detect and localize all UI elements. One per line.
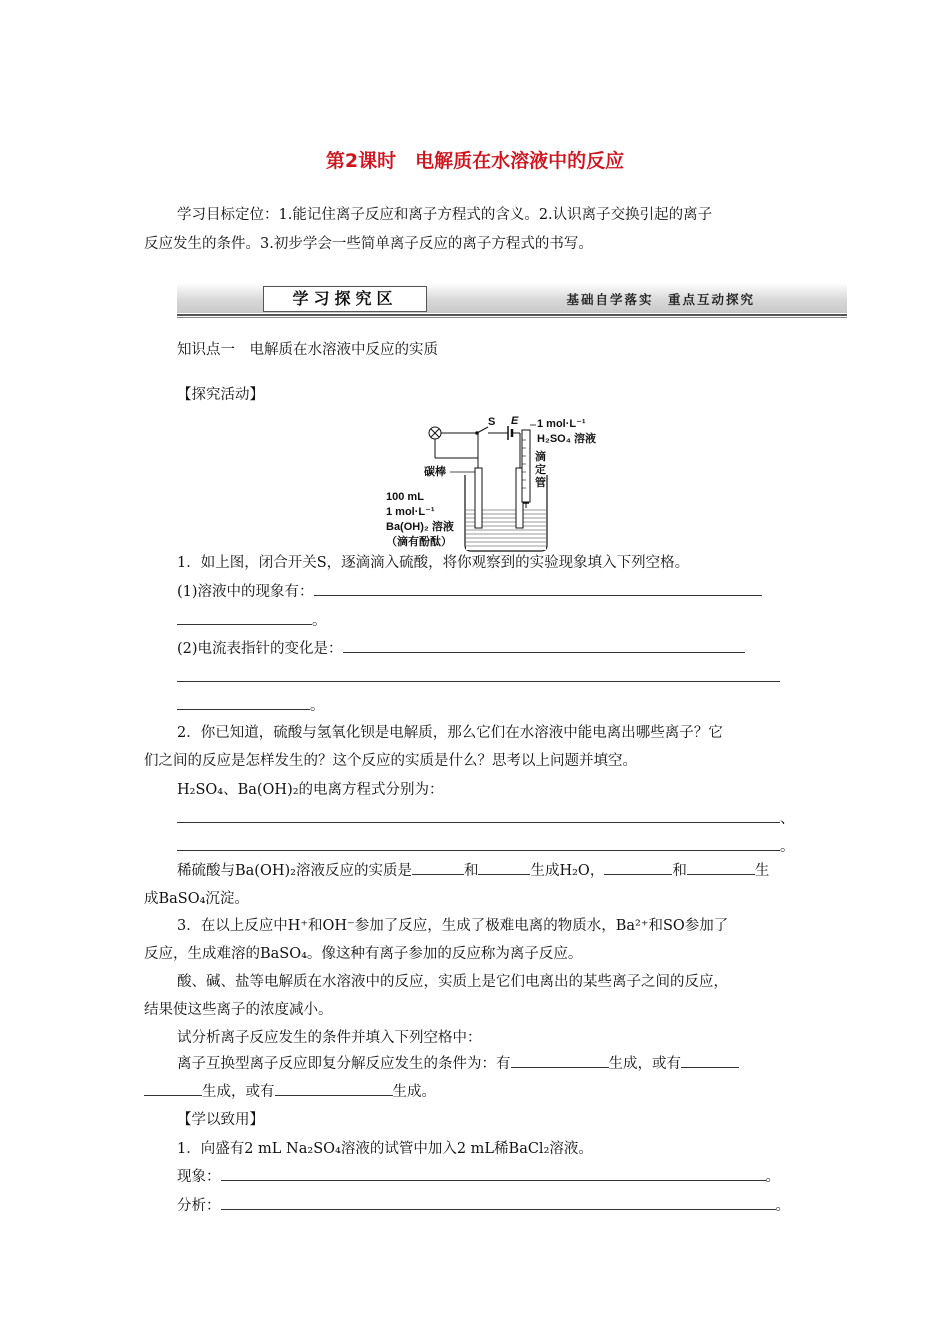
essence-blank-2[interactable] <box>478 860 530 875</box>
q2-essence-row-2: 成BaSO₄沉淀。 <box>144 891 249 907</box>
q1a-row-2: 。 <box>177 607 327 636</box>
q2-equation-row-2: 。 <box>177 833 795 862</box>
q2-line-1: 2．你已知道，硫酸与氢氧化钡是电解质，那么它们在水溶液中能电离出哪些离子？它 <box>177 725 723 741</box>
apply-item-1: 1．向盛有2 mL Na₂SO₄溶液的试管中加入2 mL稀BaCl₂溶液。 <box>177 1141 593 1157</box>
essence-blank-3[interactable] <box>604 860 672 875</box>
q2-equation-row-1: 、 <box>177 805 795 834</box>
q3-line-1: 3．在以上反应中H⁺和OH⁻参加了反应，生成了极难电离的物质水，Ba²⁺和SO参加了 <box>177 918 729 934</box>
burette-label-1: 滴 <box>535 451 546 463</box>
analysis-blank[interactable] <box>221 1195 776 1210</box>
burette-label-2: 定 <box>535 464 546 476</box>
analysis-row: 分析： 。 <box>177 1192 790 1221</box>
q1b-label: (2)电流表指针的变化是： <box>177 641 343 657</box>
electrolysis-apparatus-diagram <box>380 413 620 555</box>
q1b-blank-1[interactable] <box>343 638 745 653</box>
base-name: Ba(OH)₂ 溶液 <box>386 521 454 533</box>
apply-heading: 【学以致用】 <box>177 1112 264 1128</box>
condition-blank-2b[interactable] <box>144 1081 202 1096</box>
h2so4-ionization-blank[interactable] <box>177 808 780 823</box>
carbon-rod-left <box>475 468 482 528</box>
section-banner <box>177 283 847 319</box>
solution-volume: 100 mL <box>386 491 424 503</box>
q1a-label: (1)溶液中的现象有： <box>177 584 314 600</box>
baoh2-ionization-blank[interactable] <box>177 836 780 851</box>
condition-blank-3[interactable] <box>275 1081 393 1096</box>
activity-heading: 【探究活动】 <box>177 387 264 403</box>
essence-blank-1[interactable] <box>412 860 464 875</box>
acid-concentration: 1 mol·L⁻¹ <box>537 418 586 430</box>
battery-label: E <box>511 415 519 427</box>
q3-condition-row: 离子互换型离子反应即复分解反应发生的条件为：有 生成，或有 <box>177 1050 739 1079</box>
banner-subtitle: 基础自学落实 重点互动探究 <box>566 292 755 307</box>
burette-icon <box>522 430 530 502</box>
q1a-blank-1[interactable] <box>314 581 762 596</box>
divider <box>177 314 847 316</box>
burette-label-3: 管 <box>535 477 546 489</box>
q1b-row <box>177 635 745 664</box>
q1b-blank-3[interactable] <box>177 695 310 710</box>
q1b-blank-2[interactable] <box>177 667 780 682</box>
q3-line-2: 反应，生成难溶的BaSO₄。像这种有离子参加的反应称为离子反应。 <box>144 946 583 962</box>
objectives-line-1: 学习目标定位：1.能记住离子反应和离子方程式的含义。2.认识离子交换引起的离子 <box>177 207 713 223</box>
q2-line-2: 们之间的反应是怎样发生的？这个反应的实质是什么？思考以上问题并填空。 <box>144 753 637 769</box>
banner-title: 学习探究区 <box>263 286 427 312</box>
knowledge-point-heading: 知识点一 电解质在水溶液中反应的实质 <box>177 342 438 358</box>
electrode-label: 碳棒 <box>424 466 446 478</box>
switch-label: S <box>488 416 496 428</box>
q3-line-5: 试分析离子反应发生的条件并填入下列空格中： <box>177 1030 482 1046</box>
q2-essence-row: 稀硫酸与Ba(OH)₂溶液反应的实质是 和 生成H₂O， 和 生 <box>177 857 769 886</box>
base-concentration: 1 mol·L⁻¹ <box>386 506 435 518</box>
q1b-row-3: 。 <box>177 692 325 721</box>
q1a-row <box>177 578 762 607</box>
condition-blank-1[interactable] <box>511 1053 609 1068</box>
q3-line-4: 结果使这些离子的浓度减小。 <box>144 1002 333 1018</box>
q1a-blank-2[interactable] <box>177 610 312 625</box>
page-title: 第2课时 电解质在水溶液中的反应 <box>325 150 625 172</box>
acid-name: H₂SO₄ 溶液 <box>537 433 597 445</box>
q1-stem: 1．如上图，闭合开关S，逐滴滴入硫酸，将你观察到的实验现象填入下列空格。 <box>177 555 690 571</box>
essence-blank-4[interactable] <box>687 860 755 875</box>
phenomenon-blank[interactable] <box>221 1166 766 1181</box>
switch-icon <box>477 427 488 433</box>
q2-equation-label: H₂SO₄、Ba(OH)₂的电离方程式分别为： <box>177 782 444 798</box>
phenomenon-row: 现象： 。 <box>177 1163 780 1192</box>
condition-blank-2a[interactable] <box>681 1053 739 1068</box>
indicator-label: （滴有酚酞） <box>386 536 452 548</box>
q3-condition-row-2: 生成，或有 生成。 <box>144 1078 436 1107</box>
q3-line-3: 酸、碱、盐等电解质在水溶液中的反应，实质上是它们电离出的某些离子之间的反应， <box>177 974 728 990</box>
objectives-line-2: 反应发生的条件。3.初步学会一些简单离子反应的离子方程式的书写。 <box>144 236 593 252</box>
q1b-row-2 <box>177 664 780 693</box>
